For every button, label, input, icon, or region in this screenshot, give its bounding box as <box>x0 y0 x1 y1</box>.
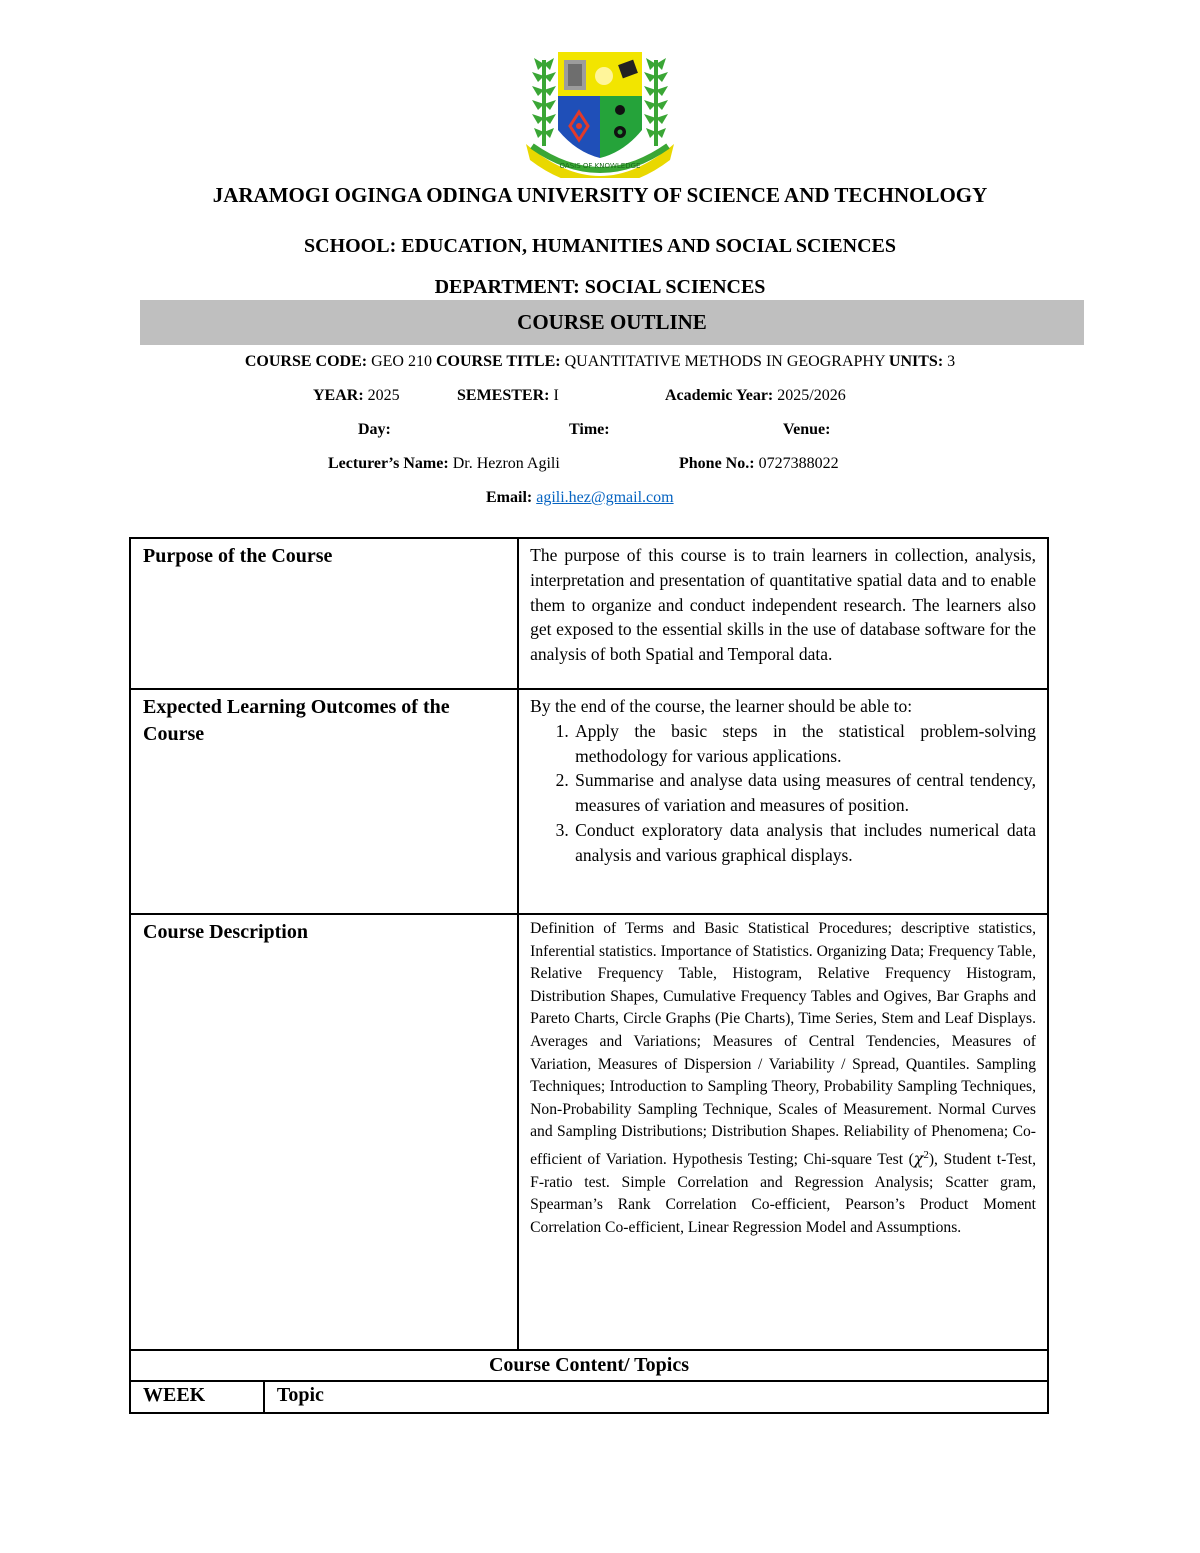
course-outline-banner: COURSE OUTLINE <box>140 300 1084 345</box>
content-heading-row <box>130 1350 1048 1381</box>
units-label: UNITS: <box>888 353 944 370</box>
outcome-item: 2. Summarise and analyse data using measures of central tendency, measures of variation and measures of position. <box>573 768 1036 818</box>
email-field <box>486 489 674 507</box>
venue-label: Venue: <box>783 421 831 438</box>
logo-motto-text: OASIS OF KNOWLEDGE <box>559 162 641 170</box>
year-label: YEAR: <box>313 387 364 404</box>
day-label: Day: <box>358 421 391 438</box>
content-heading: Course Content/ Topics <box>130 1350 1048 1381</box>
time-field <box>569 421 610 439</box>
outcomes-label: Expected Learning Outcomes of the Course <box>130 689 518 914</box>
course-title-value: QUANTITATIVE METHODS IN GEOGRAPHY <box>564 353 885 370</box>
units-value: 3 <box>947 353 956 370</box>
outcome-item: 3. Conduct exploratory data analysis that includes numerical data analysis and various graphical displays. <box>573 818 1036 868</box>
description-label: Course Description <box>130 914 518 1350</box>
school-name: SCHOOL: EDUCATION, HUMANITIES AND SOCIAL SCIENCES <box>304 235 896 257</box>
day-field <box>358 421 391 439</box>
palm-left-icon <box>532 58 556 146</box>
academic-year-label: Academic Year: <box>665 387 774 404</box>
purpose-row <box>130 538 1048 689</box>
week-header: WEEK <box>130 1381 264 1413</box>
course-title-label: COURSE TITLE: <box>435 353 561 370</box>
outcomes-cell <box>518 689 1048 914</box>
description-row <box>130 914 1048 1350</box>
academic-year-field <box>665 387 846 405</box>
lecturer-value: Dr. Hezron Agili <box>452 455 560 472</box>
purpose-label: Purpose of the Course <box>130 538 518 689</box>
year-field <box>313 387 400 405</box>
outcomes-list <box>530 719 1036 868</box>
lecturer-label: Lecturer’s Name: <box>328 455 449 472</box>
phone-field <box>679 455 839 473</box>
shield-top-icon <box>558 52 642 96</box>
week-header-row <box>130 1381 1048 1413</box>
description-text-before: Definition of Terms and Basic Statistical Procedures; descriptive statistics, Inferential statistics. Importance of Statistics. Organizing Data; Frequency Table, Relative Frequency Table, Histogram, Relative Frequency Histogram, Distribution Shapes, Cumulative Frequency Tables and Ogives, Bar Graphs and Pareto Charts, Circle Graphs (Pie Charts), Time Series, Stem and Leaf Displays. Averages and Variations; Measures of Central Tendencies, Measures of Variation, Measures of Dispersion / Variability / Spread, Quantiles. Sampling Techniques; Introduction to Sampling Theory, Probability Sampling Techniques, Non-Probability Sampling Technique, Scales of Measurement. Normal Curves and Sampling Distributions; Distribution Shapes. Reliability of Phenomena; Co-efficient of Variation. Hypothesis Testing; Chi-square Test ( <box>530 920 1036 1169</box>
email-label: Email: <box>486 489 533 506</box>
course-code-line <box>0 353 1200 371</box>
chi-symbol: χ <box>913 1150 924 1169</box>
department-name: DEPARTMENT: SOCIAL SCIENCES <box>434 276 766 298</box>
course-code-value: GEO 210 <box>371 353 432 370</box>
year-value: 2025 <box>367 387 400 404</box>
lecturer-field <box>328 455 560 473</box>
outcome-item: 1. Apply the basic steps in the statistical problem-solving methodology for various applications. <box>573 719 1036 769</box>
university-name: JARAMOGI OGINGA ODINGA UNIVERSITY OF SCIENCE AND TECHNOLOGY <box>212 183 988 207</box>
phone-value: 0727388022 <box>758 455 839 472</box>
course-table <box>129 537 1049 1414</box>
purpose-text: The purpose of this course is to train learners in collection, analysis, interpretation and presentation of quantitative spatial data and to enable them to organize and conduct independent research. The learners also get exposed to the essential skills in the use of database software for the analysis of both Spatial and Temporal data. <box>518 538 1048 689</box>
description-text <box>518 914 1048 1350</box>
chi-power: 2 <box>923 1148 929 1161</box>
outcomes-row <box>130 689 1048 914</box>
palm-right-icon <box>644 58 668 146</box>
topic-header: Topic <box>264 1381 1048 1413</box>
university-logo <box>524 50 676 178</box>
semester-value: I <box>553 387 559 404</box>
description-text-after: ), Student t-Test, F-ratio test. Simple Correlation and Regression Analysis; Scatter gram, Spearman’s Rank Correlation Co-efficient, Pearson’s Product Moment Correlation Co-efficient, Linear Regression Model and Assumptions. <box>530 1151 1036 1236</box>
shield-bottom-icon <box>558 96 642 158</box>
outcomes-intro: By the end of the course, the learner should be able to: <box>530 696 913 716</box>
venue-field <box>783 421 830 439</box>
time-label: Time: <box>569 421 610 438</box>
semester-label: SEMESTER: <box>457 387 550 404</box>
course-code-label: COURSE CODE: <box>244 353 368 370</box>
email-link[interactable]: agili.hez@gmail.com <box>536 489 674 506</box>
phone-label: Phone No.: <box>679 455 755 472</box>
semester-field <box>457 387 559 405</box>
academic-year-value: 2025/2026 <box>777 387 846 404</box>
